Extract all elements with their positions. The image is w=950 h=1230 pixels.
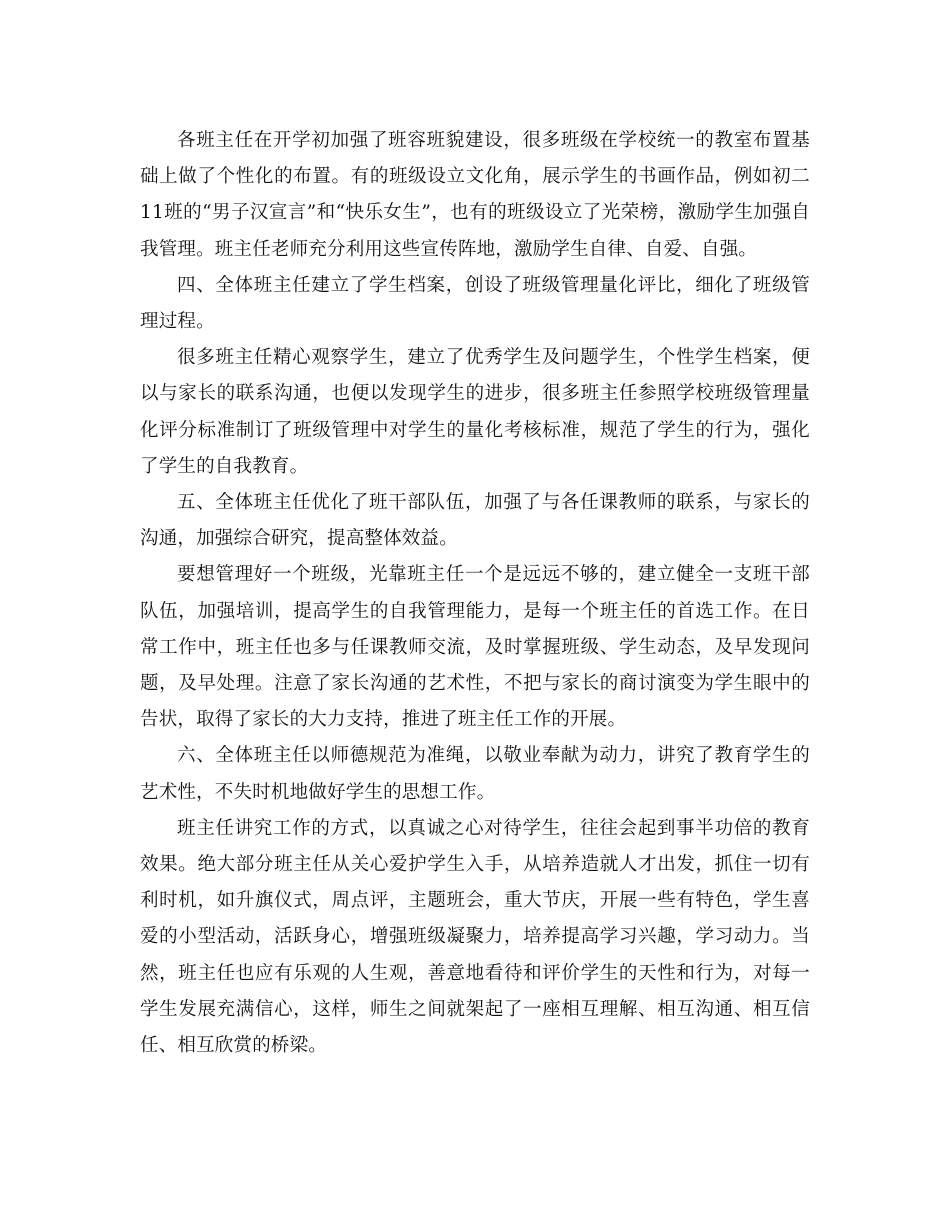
paragraph-work-methods: 班主任讲究工作的方式，以真诚之心对待学生，往往会起到事半功倍的教育效果。绝大部分班主任从关心爱护学生入手，从培养造就人才出发，抓住一切有利时机，如升旗仪式，周点评，主题班会，重大节庆，开展一些有特色，学生喜爱的小型活动，活跃身心，增强班级凝聚力，培养提高学习兴趣，学习动力。当然，班主任也应有乐观的人生观，善意地看待和评价学生的天性和行为，对每一学生发展充满信心，这样，师生之间就架起了一座相互理解、相互沟通、相互信任、相互欣赏的桥梁。 bbox=[140, 817, 810, 1057]
paragraph-student-records: 很多班主任精心观察学生，建立了优秀学生及问题学生，个性学生档案，便以与家长的联系沟通，也便以发现学生的进步，很多班主任参照学校班级管理量化评分标准制订了班级管理中对学生的量化考核标准，规范了学生的行为，强化了学生的自我教育。 bbox=[140, 347, 810, 477]
paragraph-section-five-heading: 五、全体班主任优化了班干部队伍，加强了与各任课教师的联系，与家长的沟通，加强综合研究，提高整体效益。 bbox=[140, 492, 810, 550]
paragraph-class-decoration: 各班主任在开学初加强了班容班貌建设，很多班级在学校统一的教室布置基础上做了个性化的布置。有的班级设立文化角，展示学生的书画作品，例如初二11班的“男子汉宣言”和“快乐女生”，也有的班级设立了光荣榜，激励学生加强自我管理。班主任老师充分利用这些宣传阵地，激励学生自律、自爱、自强。 bbox=[140, 130, 810, 260]
paragraph-section-four-heading: 四、全体班主任建立了学生档案，创设了班级管理量化评比，细化了班级管理过程。 bbox=[140, 274, 810, 333]
document-body bbox=[140, 123, 810, 1064]
paragraph-section-six-heading: 六、全体班主任以师德规范为准绳，以敬业奉献为动力，讲究了教育学生的艺术性，不失时机地做好学生的思想工作。 bbox=[140, 745, 810, 803]
paragraph-class-cadres: 要想管理好一个班级，光靠班主任一个是远远不够的，建立健全一支班干部队伍，加强培训，提高学生的自我管理能力，是每一个班主任的首选工作。在日常工作中，班主任也多与任课教师交流，及时掌握班级、学生动态，及早发现问题，及早处理。注意了家长沟通的艺术性，不把与家长的商讨演变为学生眼中的告状，取得了家长的大力支持，推进了班主任工作的开展。 bbox=[140, 564, 810, 731]
